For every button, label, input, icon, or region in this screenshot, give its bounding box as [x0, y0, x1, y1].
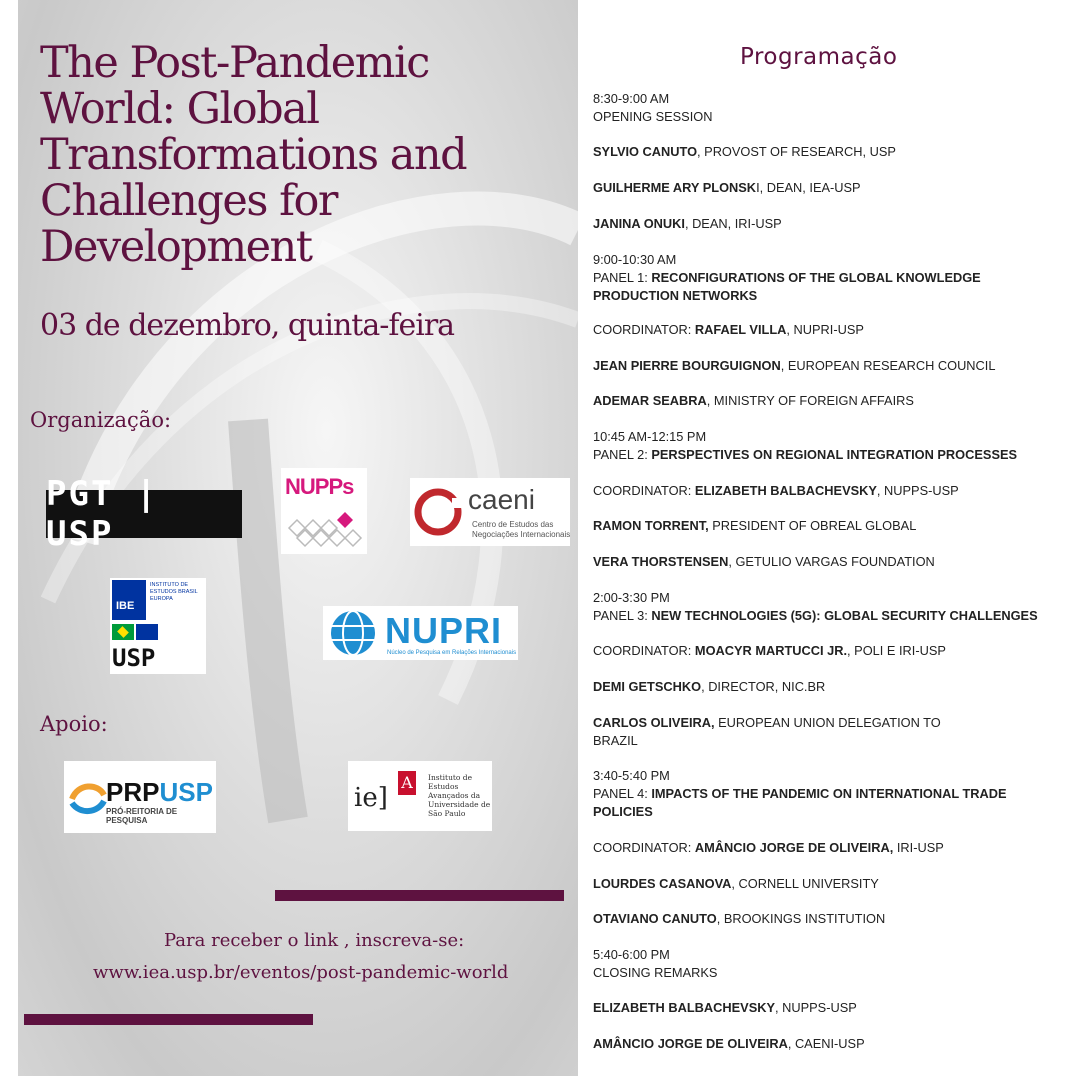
- schedule-text: COORDINATOR:: [593, 643, 695, 658]
- schedule-line: [593, 553, 1063, 571]
- schedule-name: MOACYR MARTUCCI JR.: [694, 643, 848, 658]
- schedule-item: [593, 642, 1063, 660]
- schedule-text: OPENING SESSION: [593, 109, 713, 124]
- schedule-line: [593, 517, 1063, 535]
- schedule-line: [593, 607, 1063, 625]
- schedule-name: DEMI GETSCHKO: [593, 679, 702, 694]
- schedule-name: OTAVIANO CANUTO: [593, 911, 717, 926]
- schedule-text: , NUPPS-USP: [876, 483, 959, 498]
- schedule-item: [593, 875, 1063, 893]
- prp-logo-subtitle: PRÓ-REITORIA DE PESQUISA: [106, 807, 178, 825]
- caeni-ring-icon: [412, 484, 468, 540]
- left-panel: [18, 0, 578, 1076]
- schedule-text: COORDINATOR:: [593, 322, 695, 337]
- prp-logo-text: PRPUSP: [106, 777, 213, 807]
- schedule-line: [593, 767, 1063, 785]
- schedule-item: [593, 179, 1063, 197]
- caeni-logo: [410, 478, 570, 546]
- schedule-item: [593, 392, 1063, 410]
- schedule-item: [593, 910, 1063, 928]
- schedule-item: [593, 215, 1063, 233]
- schedule-line: [593, 946, 1063, 964]
- schedule-text: , DEAN, IRI-USP: [684, 216, 782, 231]
- schedule-name: POLICIES: [593, 804, 653, 819]
- nupri-logo: [323, 606, 518, 660]
- schedule-text: PANEL 1:: [593, 270, 652, 285]
- schedule-line: [593, 428, 1063, 446]
- schedule-name: PERSPECTIVES ON REGIONAL INTEGRATION PROCESSES: [651, 447, 1018, 462]
- schedule-line: [593, 964, 1063, 982]
- schedule-name: CARLOS OLIVEIRA,: [593, 715, 715, 730]
- schedule-text: EUROPEAN UNION DELEGATION TO: [714, 715, 941, 730]
- schedule-name: NEW TECHNOLOGIES (5G): GLOBAL SECURITY CHALLENGES: [651, 608, 1038, 623]
- schedule-name: VERA THORSTENSEN: [593, 554, 729, 569]
- schedule-line: [593, 446, 1063, 464]
- schedule-text: , GETULIO VARGAS FOUNDATION: [728, 554, 935, 569]
- schedule-line: [593, 392, 1063, 410]
- schedule-item: [593, 678, 1063, 696]
- schedule-line: [593, 589, 1063, 607]
- schedule-line: [593, 251, 1063, 269]
- schedule-item: [593, 357, 1063, 375]
- schedule-item: [593, 839, 1063, 857]
- schedule-text: COORDINATOR:: [593, 840, 695, 855]
- iea-usp-logo: [348, 761, 492, 831]
- schedule-line: [593, 875, 1063, 893]
- schedule-name: RECONFIGURATIONS OF THE GLOBAL KNOWLEDGE: [651, 270, 981, 285]
- decorative-bar-bottom: [24, 1014, 313, 1025]
- schedule-text: , DIRECTOR, NIC.BR: [701, 679, 826, 694]
- schedule-text: IRI-USP: [893, 840, 944, 855]
- nupri-logo-text: NUPRI: [385, 610, 503, 651]
- schedule-line: [593, 143, 1063, 161]
- schedule-line: [593, 678, 1063, 696]
- iea-a-icon: A: [398, 771, 416, 795]
- schedule-item: [593, 90, 1063, 126]
- schedule-text: 3:40-5:40 PM: [593, 768, 670, 783]
- schedule-item: [593, 589, 1063, 625]
- ibe-caption: INSTITUTO DE ESTUDOS BRASIL EUROPA: [150, 582, 198, 602]
- schedule-name: IMPACTS OF THE PANDEMIC ON INTERNATIONAL TRADE: [651, 786, 1007, 801]
- schedule-item: [593, 714, 1063, 750]
- schedule-line: [593, 803, 1063, 821]
- nupps-logo-text: NUPPs: [285, 474, 354, 499]
- schedule-line: [593, 357, 1063, 375]
- schedule-item: [593, 553, 1063, 571]
- schedule-name: RAMON TORRENT,: [593, 518, 709, 533]
- caeni-logo-text: caeni: [468, 484, 535, 515]
- schedule-line: [593, 642, 1063, 660]
- schedule-text: 9:00-10:30 AM: [593, 252, 677, 267]
- organizacao-label: Organização:: [30, 408, 172, 432]
- schedule-name: AMÂNCIO JORGE DE OLIVEIRA,: [694, 840, 894, 855]
- schedule-text: , BROOKINGS INSTITUTION: [716, 911, 886, 926]
- schedule-item: [593, 482, 1063, 500]
- schedule-item: [593, 767, 1063, 821]
- schedule-line: [593, 1035, 1063, 1053]
- nupri-logo-subtitle: Núcleo de Pesquisa em Relações Internacionais: [387, 650, 517, 656]
- schedule-text: BRAZIL: [593, 733, 638, 748]
- ibe-usp-text: USP: [112, 644, 156, 672]
- schedule-text: CLOSING REMARKS: [593, 965, 718, 980]
- event-title: The Post-Pandemic World: Global Transformations and Challenges for Development: [40, 38, 467, 272]
- schedule-name: SYLVIO CANUTO: [593, 144, 698, 159]
- schedule-line: [593, 714, 1063, 732]
- schedule-text: , NUPPS-USP: [775, 1000, 857, 1015]
- schedule-text: , PROVOST OF RESEARCH, USP: [697, 144, 896, 159]
- caeni-logo-subtitle: Centro de Estudos das Negociações Internacionais: [472, 520, 571, 539]
- schedule-name: ELIZABETH BALBACHEVSKY: [694, 483, 877, 498]
- schedule-name: LOURDES CASANOVA: [593, 876, 732, 891]
- schedule-text: I, DEAN, IEA-USP: [756, 180, 861, 195]
- schedule-text: PANEL 3:: [593, 608, 652, 623]
- schedule-line: [593, 215, 1063, 233]
- schedule-item: [593, 143, 1063, 161]
- schedule-line: [593, 910, 1063, 928]
- schedule-line: [593, 732, 1063, 750]
- schedule-text: 10:45 AM-12:15 PM: [593, 429, 707, 444]
- schedule-item: [593, 1035, 1063, 1053]
- schedule-line: [593, 785, 1063, 803]
- schedule-name: PRODUCTION NETWORKS: [593, 288, 758, 303]
- schedule-line: [593, 90, 1063, 108]
- schedule-name: AMÂNCIO JORGE DE OLIVEIRA: [593, 1036, 788, 1051]
- schedule-item: [593, 321, 1063, 339]
- schedule-item: [593, 946, 1063, 982]
- eu-flag-icon: [112, 580, 146, 620]
- schedule-text: , EUROPEAN RESEARCH COUNCIL: [780, 358, 996, 373]
- decorative-bar-top: [275, 890, 564, 901]
- event-date: 03 de dezembro, quinta-feira: [40, 308, 455, 343]
- schedule-name: ADEMAR SEABRA: [593, 393, 707, 408]
- schedule-line: [593, 839, 1063, 857]
- prp-usp-logo: [64, 761, 216, 833]
- schedule-name: GUILHERME ARY PLONSK: [593, 180, 757, 195]
- schedule-text: COORDINATOR:: [593, 483, 695, 498]
- eu-small-flag-icon: [136, 624, 158, 640]
- schedule-line: [593, 108, 1063, 126]
- schedule-name: JEAN PIERRE BOURGUIGNON: [593, 358, 781, 373]
- programacao-title: Programação: [740, 44, 898, 70]
- registration-link[interactable]: www.iea.usp.br/eventos/post-pandemic-world: [93, 962, 509, 983]
- schedule-line: [593, 482, 1063, 500]
- schedule-line: [593, 179, 1063, 197]
- schedule-text: 8:30-9:00 AM: [593, 91, 670, 106]
- schedule-text: PANEL 2:: [593, 447, 652, 462]
- schedule-text: PANEL 4:: [593, 786, 652, 801]
- pgt-usp-logo: PGT | USP: [46, 490, 242, 538]
- schedule-line: [593, 321, 1063, 339]
- globe-icon: [325, 606, 381, 660]
- apoio-label: Apoio:: [40, 712, 108, 736]
- schedule-name: RAFAEL VILLA: [694, 322, 787, 337]
- schedule-text: , MINISTRY OF FOREIGN AFFAIRS: [706, 393, 914, 408]
- schedule-item: [593, 251, 1063, 305]
- schedule-line: [593, 269, 1063, 287]
- schedule-name: JANINA ONUKI: [593, 216, 685, 231]
- schedule-text: PRESIDENT OF OBREAL GLOBAL: [708, 518, 917, 533]
- brazil-flag-icon: [112, 624, 134, 640]
- schedule-line: [593, 999, 1063, 1017]
- iea-logo-subtitle: Instituto de Estudos Avançados da Universidade de São Paulo: [428, 773, 491, 818]
- iea-mark: ie]: [354, 783, 388, 813]
- schedule-text: , CAENI-USP: [787, 1036, 865, 1051]
- schedule-item: [593, 428, 1063, 464]
- schedule-text: 5:40-6:00 PM: [593, 947, 670, 962]
- schedule-line: [593, 287, 1063, 305]
- schedule-text: 2:00-3:30 PM: [593, 590, 670, 605]
- schedule-item: [593, 517, 1063, 535]
- nupps-diamond-icon: [281, 468, 367, 554]
- ibe-text: IBE: [116, 600, 135, 612]
- schedule-text: , POLI E IRI-USP: [847, 643, 946, 658]
- schedule-name: ELIZABETH BALBACHEVSKY: [593, 1000, 776, 1015]
- prp-swoosh-icon: [68, 777, 108, 817]
- ibe-usp-logo: [110, 578, 206, 674]
- schedule-text: , CORNELL UNIVERSITY: [731, 876, 879, 891]
- schedule-item: [593, 999, 1063, 1017]
- cta-text: Para receber o link , inscreva-se:: [164, 930, 465, 951]
- nupps-logo: [281, 468, 367, 554]
- schedule-text: , NUPRI-USP: [786, 322, 864, 337]
